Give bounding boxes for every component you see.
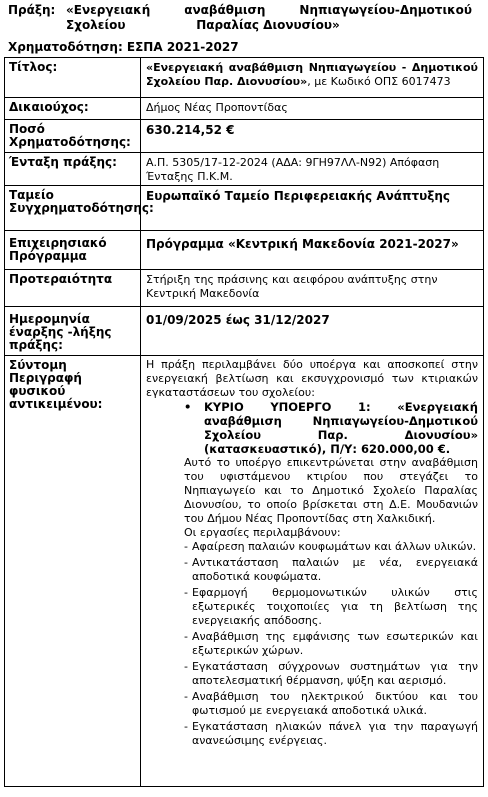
description-intro: Η πράξη περιλαμβάνει δύο υποέργα και αποσκοπεί στην ενεργειακή βελτίωση και εκσυγχρονισμό των κτιριακών εγκαταστάσεων του σχολείου: [146, 358, 478, 399]
list-item: - Αντικατάσταση παλαιών με νέα, ενεργειακά αποδοτικά κουφώματα. [184, 556, 478, 583]
subproject-bullet [184, 400, 478, 456]
list-item: - Αναβάθμιση της εμφάνισης των εσωτερικών και εξωτερικών χώρων. [184, 630, 478, 657]
dash-icon: - [184, 540, 188, 553]
works-intro: Οι εργασίες περιλαμβάνουν: [184, 526, 341, 539]
list-item: - Αναβάθμιση του ηλεκτρικού δικτύου και του φωτισμού με ενεργειακά αποδοτικά υλικά. [184, 690, 478, 717]
row-amount [5, 119, 483, 152]
priority-value: Στήριξη της πράσινης και αειφόρου ανάπτυξης στην Κεντρική Μακεδονία [146, 273, 438, 300]
dash-icon: - [184, 720, 188, 733]
amount-value: 630.214,52 € [146, 123, 235, 137]
fund-label: Ταμείο Συγχρηματοδότησης: [5, 186, 141, 230]
list-item: - Εφαρμογή θερμομονωτικών υλικών στις εξωτερικές τοιχοποιίες για τη βελτίωση της ενεργειακής απόδοσης. [184, 586, 478, 627]
row-fund [5, 185, 483, 230]
bullet-icon: • [184, 400, 192, 414]
row-title [5, 58, 483, 97]
project-info-table [4, 57, 484, 787]
program-value: Πρόγραμμα «Κεντρική Μακεδονία 2021-2027» [146, 237, 459, 251]
program-label: Επιχειρησιακό Πρόγραμμα [5, 231, 141, 269]
inclusion-label: Ένταξη πράξης: [5, 153, 141, 185]
dash-icon: - [184, 690, 188, 703]
dash-icon: - [184, 556, 188, 569]
row-dates [5, 306, 483, 355]
beneficiary-label: Δικαιούχος: [5, 98, 141, 119]
title-label: Τίτλος: [5, 58, 141, 97]
list-item: - Εγκατάσταση ηλιακών πάνελ για την παραγωγή ανανεώσιμης ενέργειας. [184, 720, 478, 747]
dash-icon: - [184, 660, 188, 673]
row-beneficiary [5, 97, 483, 119]
list-item: - Εγκατάσταση σύγχρονων συστημάτων για την αποτελεσματική θέρμανση, ψύξη και αερισμό. [184, 660, 478, 687]
description-value [141, 356, 483, 786]
dates-label: Ημερομηνία έναρξης -λήξης πράξης: [5, 307, 141, 355]
title-value-rest: , με Κωδικό ΟΠΣ 6017473 [307, 75, 451, 88]
inclusion-value: Α.Π. 5305/17-12-2024 (ΑΔΑ: 9ΓΗ97ΛΛ-Ν92) Απόφαση Ένταξης Π.Κ.Μ. [146, 156, 440, 183]
fund-value: Ευρωπαϊκό Ταμείο Περιφερειακής Ανάπτυξης [146, 189, 451, 203]
row-description [5, 355, 483, 786]
subproject-title: ΚΥΡΙΟ ΥΠΟΕΡΓΟ 1: «Ενεργειακή αναβάθμιση Νηπιαγωγείου-Δημοτικού Σχολείου Παρ. Διονυσίου» (κατασκευαστικό), Π/Υ: 620.000,00 €. [204, 400, 478, 456]
row-priority [5, 269, 483, 306]
description-label: Σύντομη Περιγραφή φυσικού αντικειμένου: [5, 356, 141, 786]
list-item: - Αφαίρεση παλαιών κουφωμάτων και άλλων υλικών. [184, 540, 477, 553]
works-list [184, 540, 478, 748]
dash-icon: - [184, 630, 188, 643]
subproject-description: Αυτό το υποέργο επικεντρώνεται στην αναβάθμιση του υφιστάμενου κτιρίου που στεγάζει το Νηπιαγωγείο και το Δημοτικό Σχολείο Παραλίας Διονυσίου, το οποίο βρίσκεται στη Δ.Ε. Μουδανιών του Δήμου Νέας Προποντίδας στη Χαλκιδική. [184, 456, 478, 525]
title-value-bold: «Ενεργειακή αναβάθμιση Νηπιαγωγείου - Δημοτικού Σχολείου Παρ. Διονυσίου» [146, 61, 478, 88]
praxi-title-line1: «Ενεργειακή αναβάθμιση Νηπιαγωγείου-Δημοτικού Σχολείου [66, 3, 472, 32]
praxi-label: Πράξη: [8, 3, 56, 17]
beneficiary-value: Δήμος Νέας Προποντίδας [146, 101, 288, 114]
priority-label: Προτεραιότητα [5, 270, 141, 306]
dash-icon: - [184, 586, 188, 599]
row-program [5, 230, 483, 269]
amount-label: Ποσό Χρηματοδότησης: [5, 120, 141, 152]
funding-line: Χρηματοδότηση: ΕΣΠΑ 2021-2027 [8, 40, 239, 54]
row-inclusion [5, 152, 483, 185]
praxi-title-line2: Παραλίας Διονυσίου» [196, 18, 340, 32]
dates-value: 01/09/2025 έως 31/12/2027 [146, 313, 330, 327]
title-value [141, 58, 483, 97]
